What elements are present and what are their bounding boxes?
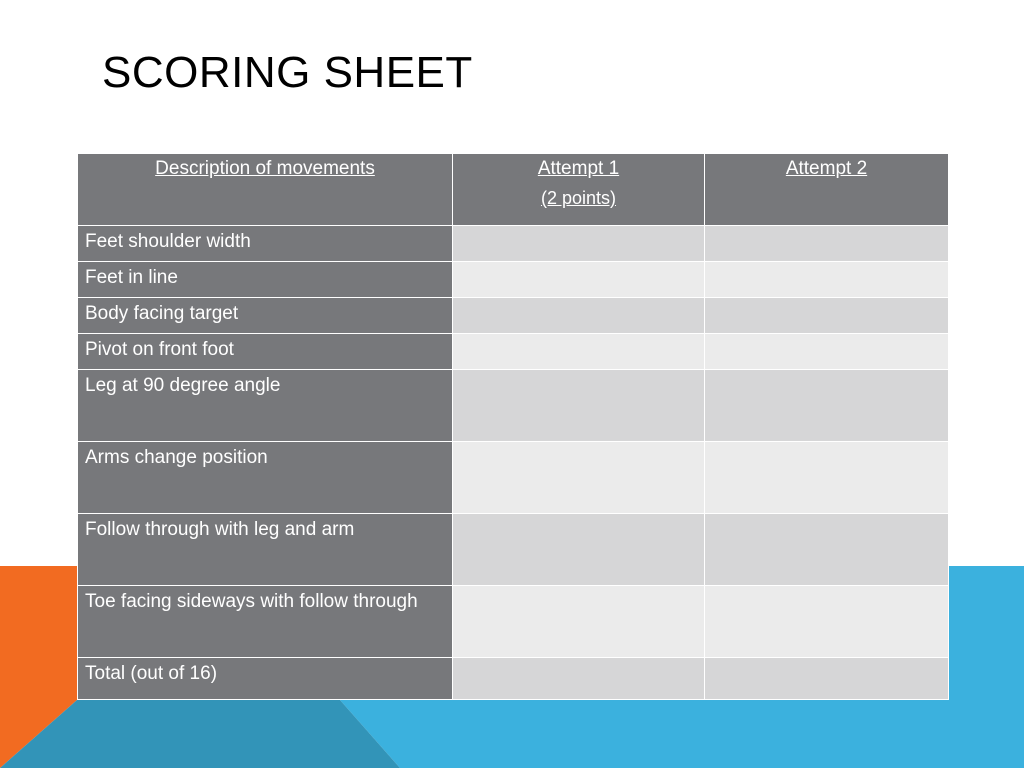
row-label: Follow through with leg and arm [78, 514, 453, 586]
row-label: Toe facing sideways with follow through [78, 586, 453, 658]
attempt-1-cell[interactable] [453, 226, 705, 262]
header-description-label: Description of movements [155, 158, 375, 179]
table-row [78, 262, 949, 298]
table-row [78, 334, 949, 370]
attempt-1-cell[interactable] [453, 370, 705, 442]
row-label: Leg at 90 degree angle [78, 370, 453, 442]
attempt-2-cell[interactable] [705, 262, 949, 298]
attempt-2-cell[interactable] [705, 370, 949, 442]
slide-title: SCORING SHEET [102, 48, 473, 97]
header-attempt-1 [453, 154, 705, 226]
attempt-2-cell[interactable] [705, 298, 949, 334]
attempt-1-cell[interactable] [453, 514, 705, 586]
attempt-1-cell[interactable] [453, 262, 705, 298]
attempt-1-cell[interactable] [453, 334, 705, 370]
attempt-2-cell[interactable] [705, 442, 949, 514]
header-attempt-2-label: Attempt 2 [785, 158, 868, 179]
table-row [78, 514, 949, 586]
attempt-2-total-cell[interactable] [705, 658, 949, 700]
row-label: Feet shoulder width [78, 226, 453, 262]
table-row-total [78, 658, 949, 700]
table-row [78, 370, 949, 442]
row-label-total: Total (out of 16) [78, 658, 453, 700]
attempt-2-cell[interactable] [705, 586, 949, 658]
row-label: Arms change position [78, 442, 453, 514]
table-row [78, 226, 949, 262]
header-attempt-1-label: Attempt 1 [537, 158, 620, 179]
header-attempt-2 [705, 154, 949, 226]
attempt-2-cell[interactable] [705, 226, 949, 262]
attempt-1-cell[interactable] [453, 586, 705, 658]
row-label: Body facing target [78, 298, 453, 334]
scoring-table [77, 153, 949, 700]
table-header-row [78, 154, 949, 226]
attempt-2-cell[interactable] [705, 514, 949, 586]
attempt-1-cell[interactable] [453, 298, 705, 334]
header-description [78, 154, 453, 226]
row-label: Feet in line [78, 262, 453, 298]
table-row [78, 586, 949, 658]
attempt-1-cell[interactable] [453, 442, 705, 514]
row-label: Pivot on front foot [78, 334, 453, 370]
header-attempt-1-points: (2 points) [540, 188, 617, 208]
attempt-1-total-cell[interactable] [453, 658, 705, 700]
table-row [78, 442, 949, 514]
table-row [78, 298, 949, 334]
attempt-2-cell[interactable] [705, 334, 949, 370]
